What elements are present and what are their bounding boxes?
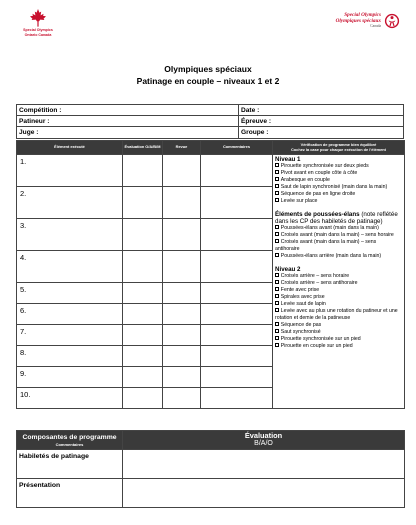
checklist-item-label: Croisés avant (main dans la main) – sens horaire bbox=[280, 232, 394, 238]
checklist-level-1: Niveau 1 bbox=[275, 156, 301, 163]
review-cell[interactable] bbox=[163, 346, 201, 367]
evaluation-cell[interactable] bbox=[123, 367, 163, 388]
checklist-item[interactable] bbox=[275, 301, 402, 308]
header-review: Revue bbox=[163, 141, 201, 155]
row-number: 3. bbox=[20, 221, 27, 230]
checklist-item-label: Croisés avant (main dans la main) – sens antihoraire bbox=[275, 239, 377, 252]
comments-cell[interactable] bbox=[201, 304, 273, 325]
checklist-stroking-title: Éléments de poussées-élans bbox=[275, 211, 360, 218]
review-cell[interactable] bbox=[163, 251, 201, 283]
checklist-item-label: Levée sur place bbox=[280, 198, 318, 204]
checkbox-icon[interactable] bbox=[275, 287, 279, 291]
evaluation-cell[interactable] bbox=[123, 325, 163, 346]
logo-left-line2: Ontario Canada bbox=[24, 32, 52, 37]
judge-field[interactable]: Juge : bbox=[17, 127, 239, 138]
checklist-item-label: Arabesque en couple bbox=[280, 177, 330, 183]
checkbox-icon[interactable] bbox=[275, 163, 279, 167]
comments-cell[interactable] bbox=[201, 251, 273, 283]
element-cell[interactable] bbox=[17, 283, 123, 304]
document-title bbox=[0, 64, 416, 87]
checklist-item-label: Pirouette en couple sur un pied bbox=[280, 343, 353, 349]
evaluation-cell[interactable] bbox=[123, 155, 163, 187]
evaluation-cell[interactable] bbox=[123, 219, 163, 251]
row-number: 10. bbox=[20, 390, 31, 399]
review-cell[interactable] bbox=[163, 283, 201, 304]
checklist-item[interactable] bbox=[275, 253, 402, 260]
components-header-sub: Commentaires bbox=[55, 441, 84, 447]
elements-table bbox=[16, 140, 405, 409]
row-number: 4. bbox=[20, 253, 27, 262]
comments-cell[interactable] bbox=[201, 367, 273, 388]
checklist-item[interactable] bbox=[275, 191, 402, 198]
checklist-item[interactable] bbox=[275, 287, 402, 294]
evaluation-cell[interactable] bbox=[123, 388, 163, 409]
checklist-item-label: Saut synchronisé bbox=[280, 329, 321, 335]
element-cell[interactable] bbox=[17, 251, 123, 283]
checklist-item-label: Croisés arrière – sens horaire bbox=[280, 273, 350, 279]
review-cell[interactable] bbox=[163, 325, 201, 346]
checkbox-icon[interactable] bbox=[275, 301, 279, 305]
date-field[interactable]: Date : bbox=[239, 105, 404, 116]
element-cell[interactable] bbox=[17, 187, 123, 219]
header-element: Élément exécuté bbox=[17, 141, 123, 155]
skating-skills-cell[interactable] bbox=[123, 450, 405, 479]
header-verification-title: Vérification de programme bien équilibré bbox=[300, 141, 377, 147]
title-line-1: Olympiques spéciaux bbox=[164, 64, 252, 74]
logo-right-line1: Special Olympics bbox=[344, 12, 381, 18]
checkbox-icon[interactable] bbox=[275, 170, 279, 174]
review-cell[interactable] bbox=[163, 155, 201, 187]
comments-cell[interactable] bbox=[201, 325, 273, 346]
review-cell[interactable] bbox=[163, 367, 201, 388]
checklist-item[interactable] bbox=[275, 336, 402, 343]
maple-leaf-icon bbox=[28, 8, 48, 28]
element-cell[interactable] bbox=[17, 388, 123, 409]
checkbox-icon[interactable] bbox=[275, 322, 279, 326]
checklist-item-label: Spirales avec prise bbox=[280, 294, 325, 300]
checklist-item-label: Poussées-élans arrière (main dans la main) bbox=[280, 253, 382, 259]
checklist-item[interactable] bbox=[275, 294, 402, 301]
row-number: 5. bbox=[20, 285, 27, 294]
element-cell[interactable] bbox=[17, 367, 123, 388]
header-verification-note: Cochez la case pour chaque exécution de l'élément bbox=[291, 146, 386, 152]
verification-checklist bbox=[273, 155, 405, 409]
element-cell[interactable] bbox=[17, 346, 123, 367]
skating-skills-label: Habiletés de patinage bbox=[17, 450, 123, 479]
checklist-item-label: Pirouette synchronisée sur un pied bbox=[280, 336, 361, 342]
checklist-stroking-heading bbox=[275, 211, 402, 225]
group-field[interactable]: Groupe : bbox=[239, 127, 404, 138]
special-olympics-emblem-icon bbox=[384, 13, 400, 29]
evaluation-header-scale: B/A/O bbox=[254, 440, 273, 448]
checklist-item-label: Séquence de pas bbox=[280, 322, 322, 328]
element-cell[interactable] bbox=[17, 155, 123, 187]
row-number: 8. bbox=[20, 348, 27, 357]
event-field[interactable]: Épreuve : bbox=[239, 116, 404, 127]
checkbox-icon[interactable] bbox=[275, 336, 279, 340]
comments-cell[interactable] bbox=[201, 388, 273, 409]
element-cell[interactable] bbox=[17, 219, 123, 251]
checklist-item[interactable] bbox=[275, 170, 402, 177]
checkbox-icon[interactable] bbox=[275, 191, 279, 195]
checklist-item[interactable] bbox=[275, 322, 402, 329]
logo-right-line2: Olympiques spéciaux bbox=[335, 18, 381, 24]
evaluation-header bbox=[123, 431, 405, 450]
checklist-item[interactable] bbox=[275, 239, 402, 253]
components-header-title: Composantes de programme bbox=[22, 433, 117, 441]
checkbox-icon[interactable] bbox=[275, 280, 279, 284]
skater-field[interactable]: Patineur : bbox=[17, 116, 239, 127]
components-header bbox=[17, 431, 123, 450]
logo-right-line3: Canada bbox=[370, 24, 381, 28]
checklist-item[interactable] bbox=[275, 343, 402, 350]
checkbox-icon[interactable] bbox=[275, 308, 279, 312]
review-cell[interactable] bbox=[163, 304, 201, 325]
checklist-item-label: Poussées-élans avant (main dans la main) bbox=[280, 225, 379, 231]
evaluation-cell[interactable] bbox=[123, 283, 163, 304]
row-number: 2. bbox=[20, 189, 27, 198]
checklist-item-label: Levée avec au plus une rotation du patineur et une rotation et demie de la patineuse bbox=[275, 308, 398, 321]
checklist-item[interactable] bbox=[275, 308, 402, 322]
checklist-item-label: Levée saut de lapin bbox=[280, 301, 326, 307]
evaluation-cell[interactable] bbox=[123, 304, 163, 325]
table-row bbox=[17, 155, 405, 187]
checklist-item[interactable] bbox=[275, 163, 402, 170]
checkbox-icon[interactable] bbox=[275, 239, 279, 243]
element-cell[interactable] bbox=[17, 304, 123, 325]
comments-cell[interactable] bbox=[201, 219, 273, 251]
logo-left-line1: Special Olympics bbox=[23, 28, 53, 32]
review-cell[interactable] bbox=[163, 219, 201, 251]
presentation-label: Présentation bbox=[17, 479, 123, 508]
checklist-item[interactable] bbox=[275, 232, 402, 239]
row-number: 1. bbox=[20, 157, 27, 166]
checklist-item[interactable] bbox=[275, 177, 402, 184]
special-olympics-canada-logo bbox=[296, 12, 400, 29]
review-cell[interactable] bbox=[163, 187, 201, 219]
checklist-item[interactable] bbox=[275, 329, 402, 336]
program-components-table bbox=[16, 430, 405, 508]
checklist-item-label: Saut de lapin synchronisé (main dans la main) bbox=[280, 184, 388, 190]
checklist-item-label: Croisés arrière – sens antihoraire bbox=[280, 280, 358, 286]
checkbox-icon[interactable] bbox=[275, 198, 279, 202]
evaluation-header-title: Évaluation bbox=[244, 431, 283, 441]
header-verification bbox=[273, 141, 405, 155]
checklist-item-label: Pirouette synchronisée sur deux pieds bbox=[280, 163, 369, 169]
review-cell[interactable] bbox=[163, 388, 201, 409]
checklist-item[interactable] bbox=[275, 280, 402, 287]
comments-cell[interactable] bbox=[201, 155, 273, 187]
checklist-level-2: Niveau 2 bbox=[275, 266, 301, 273]
comments-cell[interactable] bbox=[201, 283, 273, 304]
header-evaluation: Évaluation O/A/B/M bbox=[123, 141, 163, 155]
evaluation-cell[interactable] bbox=[123, 251, 163, 283]
checklist-item[interactable] bbox=[275, 225, 402, 232]
special-olympics-ontario-logo bbox=[12, 8, 64, 37]
checkbox-icon[interactable] bbox=[275, 184, 279, 188]
checkbox-icon[interactable] bbox=[275, 273, 279, 277]
row-number: 9. bbox=[20, 369, 27, 378]
presentation-cell[interactable] bbox=[123, 479, 405, 508]
checklist-item[interactable] bbox=[275, 198, 402, 205]
row-number: 7. bbox=[20, 327, 27, 336]
row-number: 6. bbox=[20, 306, 27, 315]
evaluation-cell[interactable] bbox=[123, 187, 163, 219]
comments-cell[interactable] bbox=[201, 346, 273, 367]
element-cell[interactable] bbox=[17, 325, 123, 346]
checklist-item-label: Séquence de pas en ligne droite bbox=[280, 191, 356, 197]
checkbox-icon[interactable] bbox=[275, 253, 279, 257]
checkbox-icon[interactable] bbox=[275, 177, 279, 181]
checklist-item-label: Fente avec prise bbox=[280, 287, 320, 293]
checklist-stroking-note: (note reflétée dans les CP des habiletés de patinage) bbox=[275, 211, 398, 225]
comments-cell[interactable] bbox=[201, 187, 273, 219]
checkbox-icon[interactable] bbox=[275, 232, 279, 236]
title-line-2: Patinage en couple – niveaux 1 et 2 bbox=[136, 75, 280, 86]
info-table bbox=[16, 104, 404, 139]
checklist-item-label: Pivot avant en couple côte à côte bbox=[280, 170, 358, 176]
checkbox-icon[interactable] bbox=[275, 343, 279, 347]
checkbox-icon[interactable] bbox=[275, 329, 279, 333]
checkbox-icon[interactable] bbox=[275, 225, 279, 229]
checklist-item[interactable] bbox=[275, 184, 402, 191]
checkbox-icon[interactable] bbox=[275, 294, 279, 298]
evaluation-cell[interactable] bbox=[123, 346, 163, 367]
header-comments: Commentaires bbox=[201, 141, 273, 155]
competition-field[interactable]: Compétition : bbox=[17, 105, 239, 116]
checklist-item[interactable] bbox=[275, 273, 402, 280]
